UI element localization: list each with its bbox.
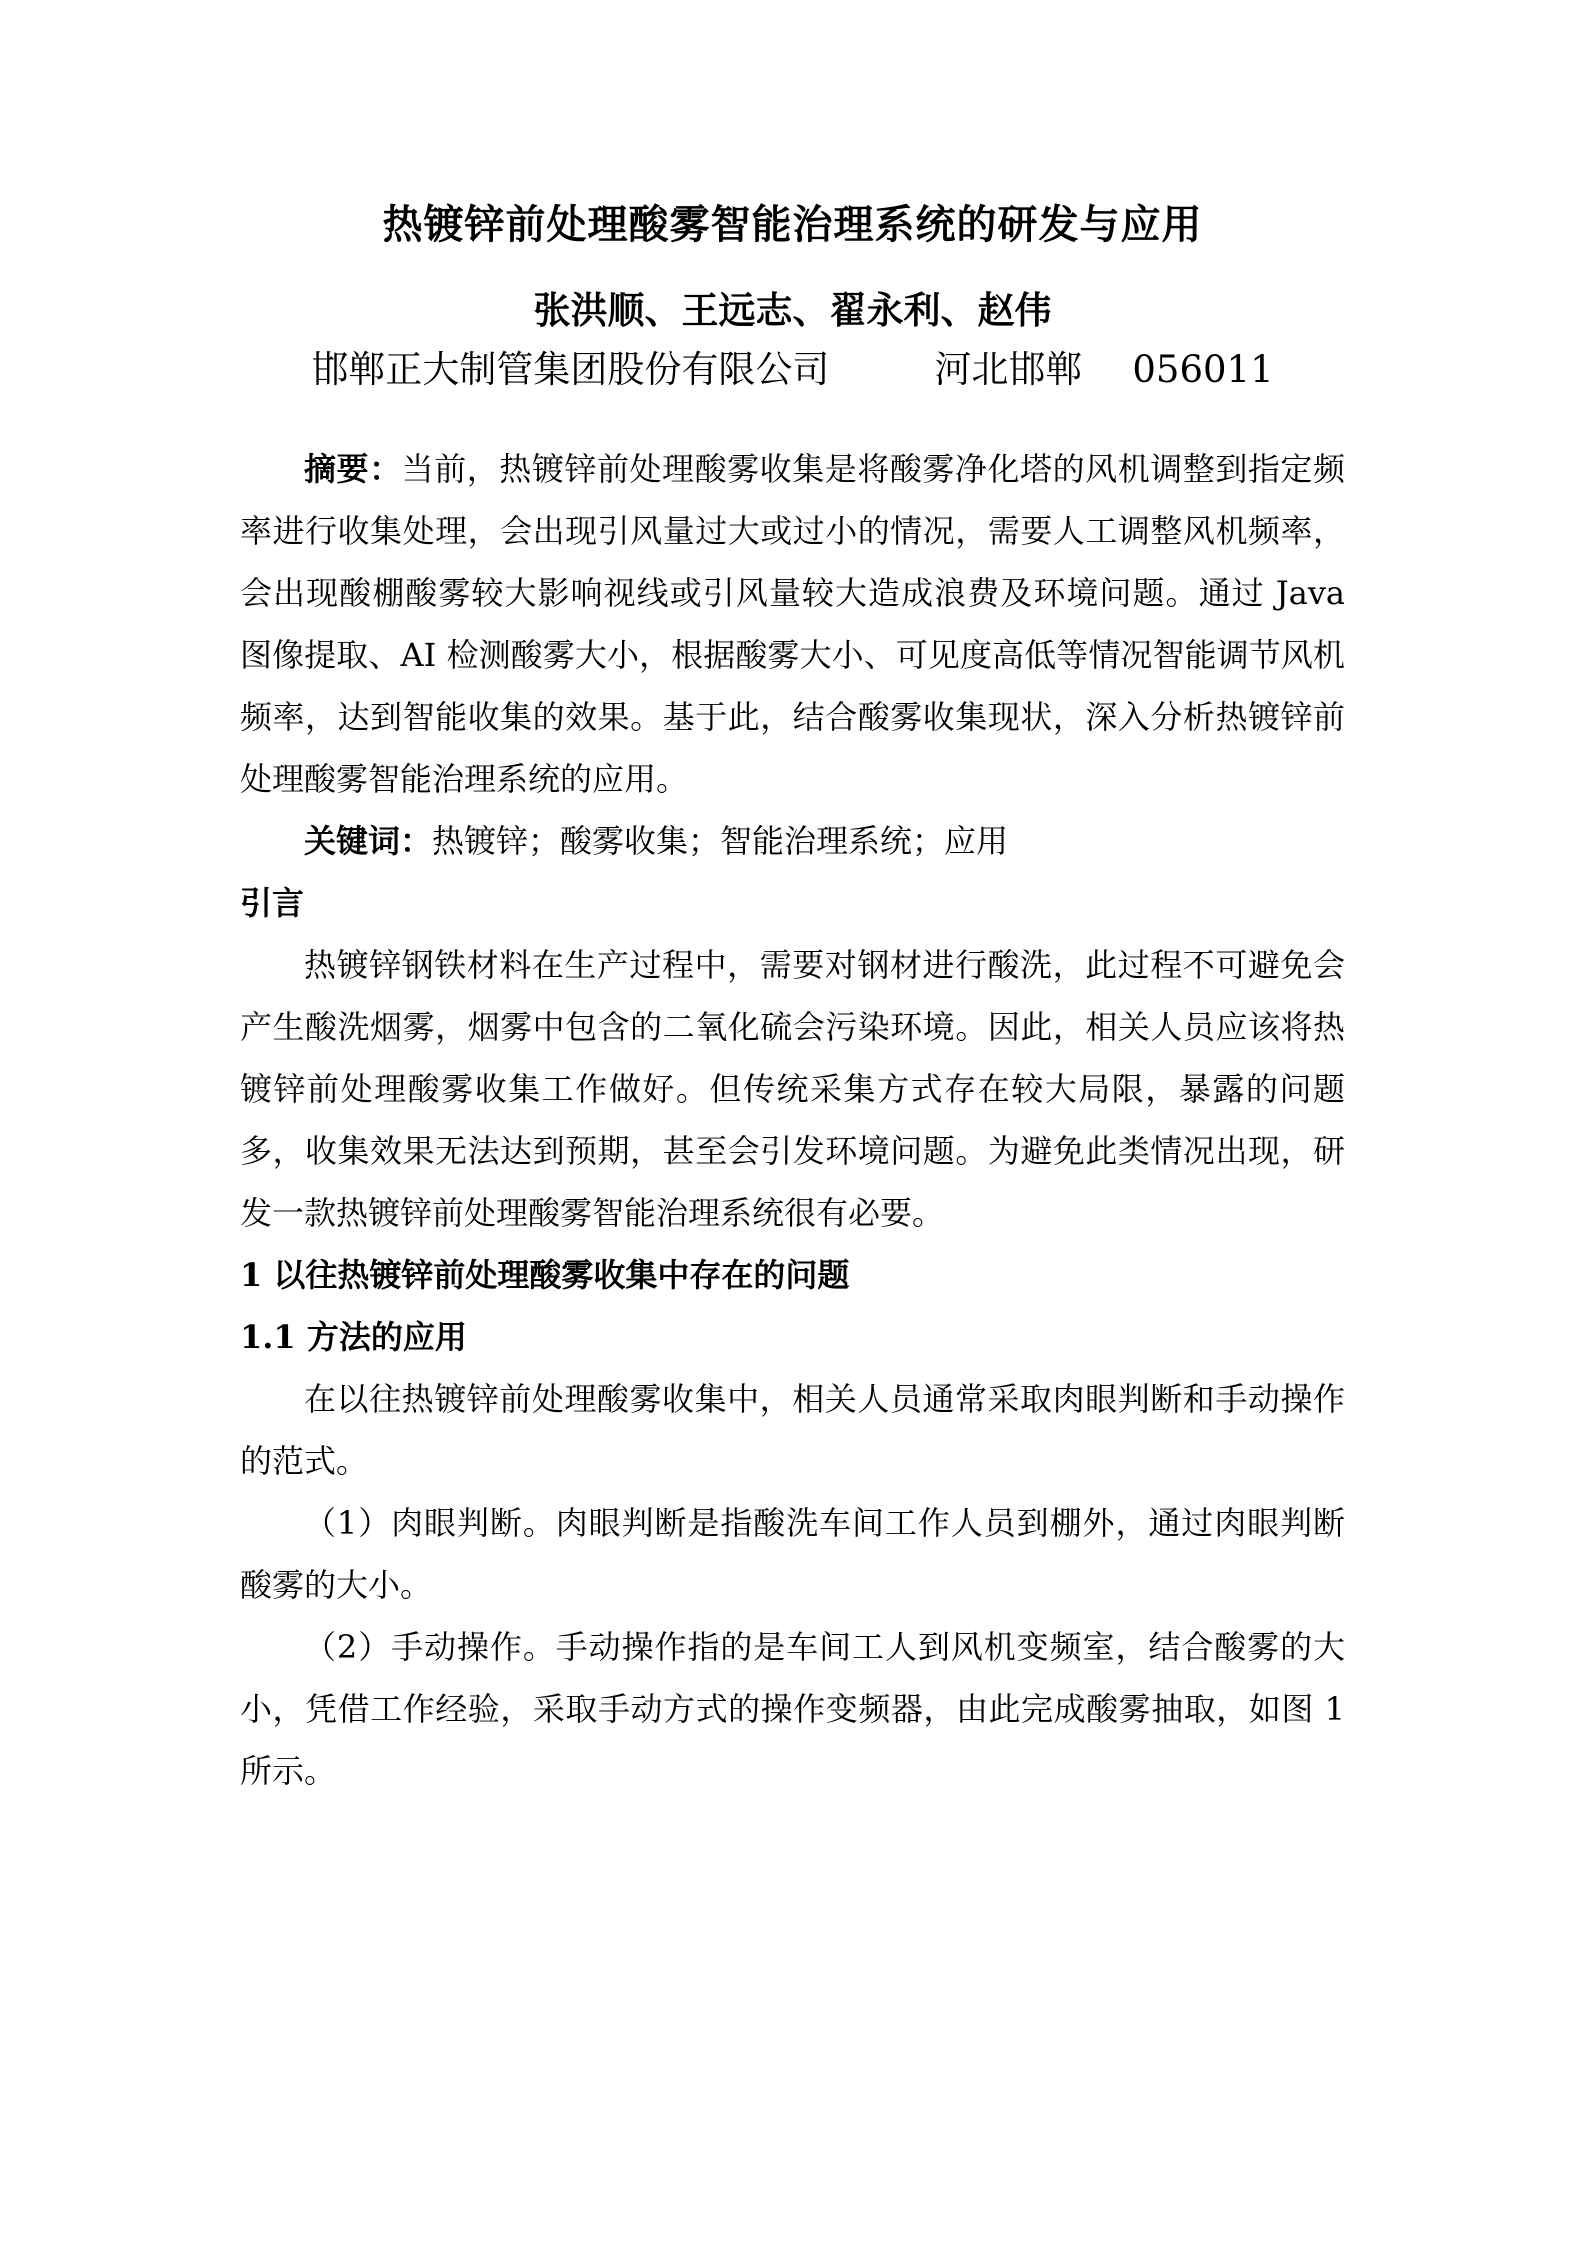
keywords-line <box>240 810 1345 872</box>
abstract-paragraph <box>240 438 1345 810</box>
visual-judgment-paragraph: （1）肉眼判断。肉眼判断是指酸洗车间工作人员到棚外，通过肉眼判断酸雾的大小。 <box>240 1504 1345 1604</box>
keywords-label: 关键词： <box>304 822 433 860</box>
abstract-label: 摘要： <box>304 450 402 488</box>
paper-authors: 张洪顺、王远志、翟永利、赵伟 <box>533 288 1052 332</box>
abstract-text: 当前，热镀锌前处理酸雾收集是将酸雾净化塔的风机调整到指定频率进行收集处理，会出现引风量过大或过小的情况，需要人工调整风机频率，会出现酸棚酸雾较大影响视线或引风量较大造成浪费及环境问题。通过 Java 图像提取、AI 检测酸雾大小，根据酸雾大小、可见度高低等情况智能调节风机频率，达到智能收集的效果。基于此，结合酸雾收集现状，深入分析热镀锌前处理酸雾智能治理系统的应用。 <box>240 450 1345 798</box>
paper-affiliation <box>240 347 1345 393</box>
introduction-paragraph: 热镀锌钢铁材料在生产过程中，需要对钢材进行酸洗，此过程不可避免会产生酸洗烟雾，烟雾中包含的二氧化硫会污染环境。因此，相关人员应该将热镀锌前处理酸雾收集工作做好。但传统采集方式存在较大局限，暴露的问题多，收集效果无法达到预期，甚至会引发环境问题。为避免此类情况出现，研发一款热镀锌前处理酸雾智能治理系统很有必要。 <box>240 946 1345 1232</box>
affiliation-organization: 邯郸正大制管集团股份有限公司 <box>311 348 830 391</box>
paper-title: 热镀锌前处理酸雾智能治理系统的研发与应用 <box>382 201 1203 248</box>
document-body <box>240 438 1345 1802</box>
affiliation-postal-code: 056011 <box>1132 348 1274 391</box>
manual-operation-paragraph: （2）手动操作。手动操作指的是车间工人到风机变频室，结合酸雾的大小，凭借工作经验，采取手动方式的操作变频器，由此完成酸雾抽取，如图 1 所示。 <box>240 1628 1345 1790</box>
affiliation-location: 河北邯郸 <box>934 348 1083 391</box>
heading-introduction: 引言 <box>240 884 305 922</box>
heading-section-1: 1 以往热镀锌前处理酸雾收集中存在的问题 <box>240 1256 850 1294</box>
keywords-text: 热镀锌；酸雾收集；智能治理系统；应用 <box>432 822 1009 860</box>
heading-section-1-1: 1.1 方法的应用 <box>240 1318 467 1356</box>
methods-paragraph: 在以往热镀锌前处理酸雾收集中，相关人员通常采取肉眼判断和手动操作的范式。 <box>240 1380 1345 1480</box>
